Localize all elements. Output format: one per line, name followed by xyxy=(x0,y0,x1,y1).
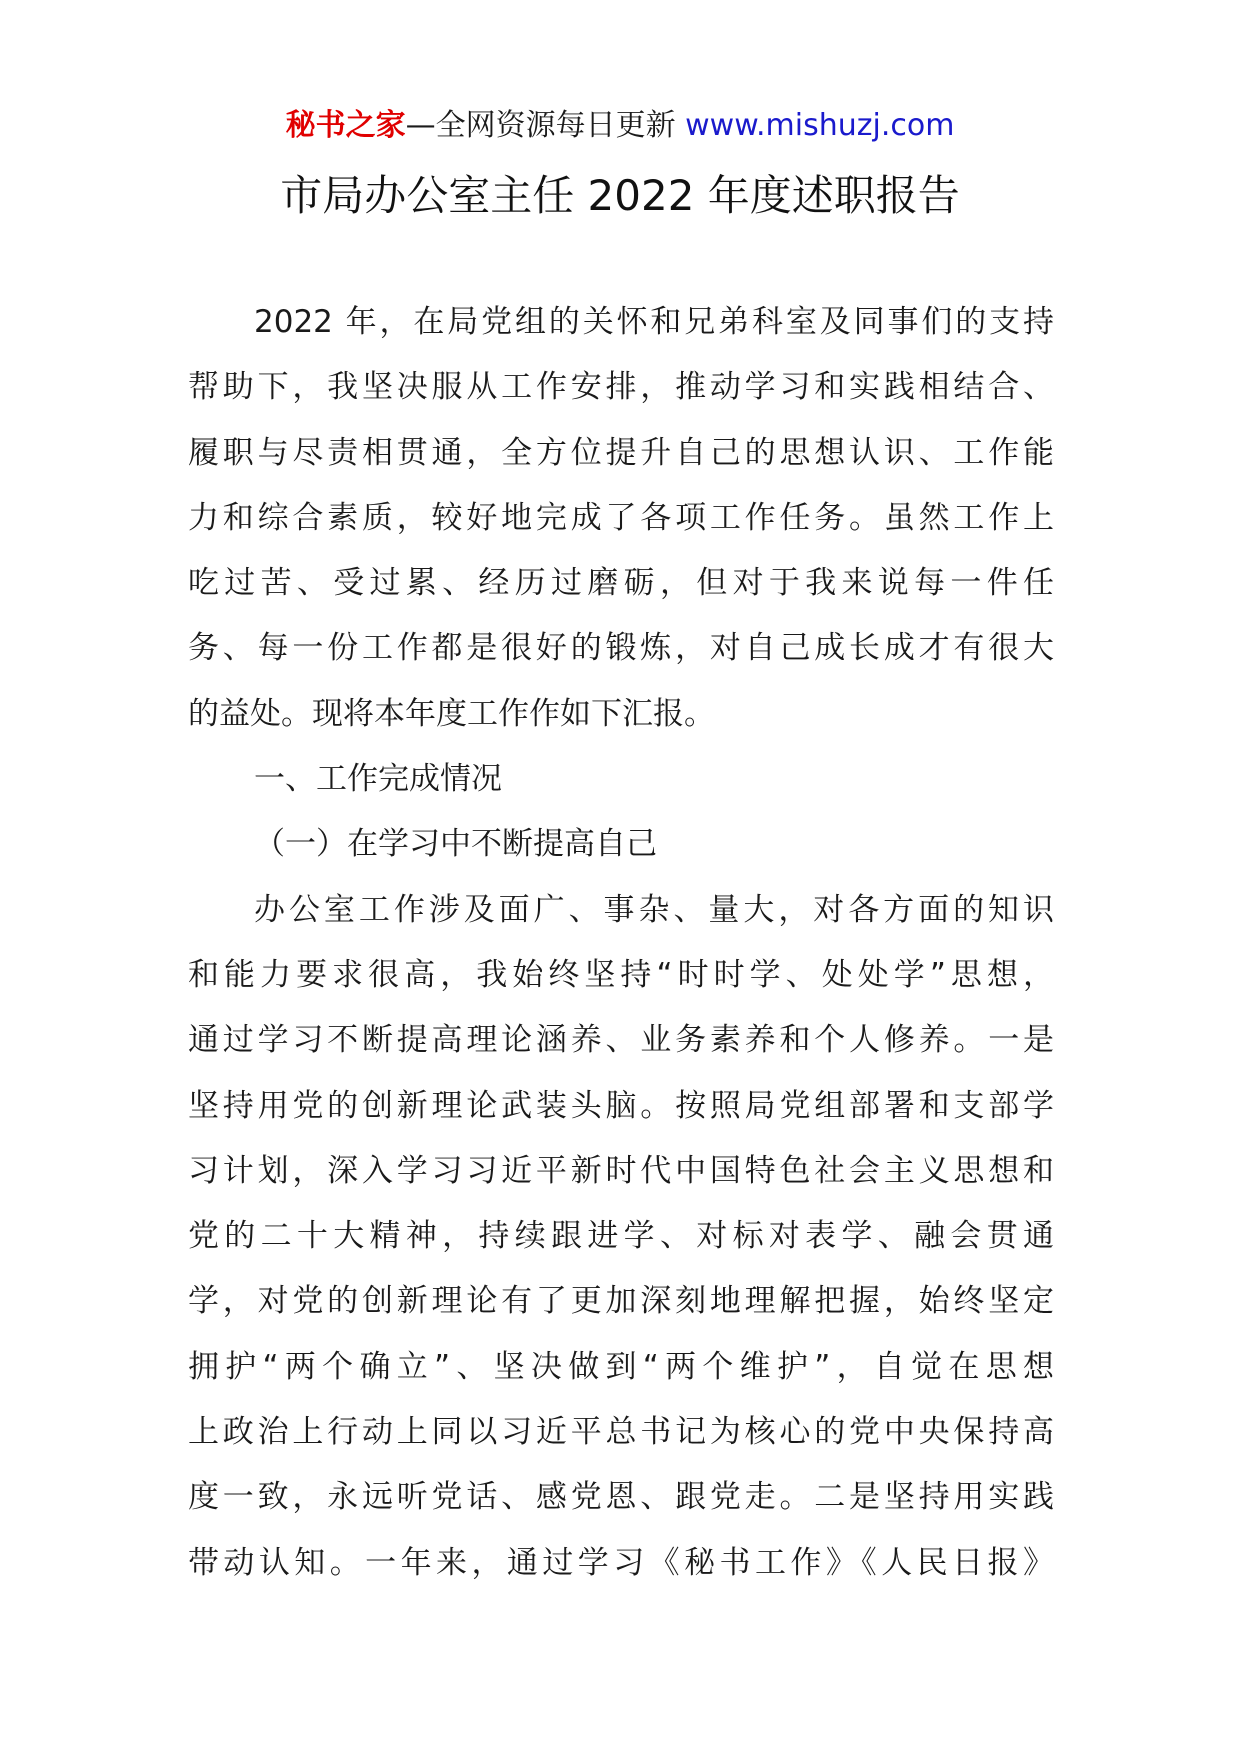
site-header xyxy=(0,104,1240,148)
site-url[interactable]: www.mishuzj.com xyxy=(685,108,955,143)
paragraph-line: 履职与尽责相贯通，全方位提升自己的思想认识、工作能 xyxy=(188,434,1054,471)
paragraph-line: 坚持用党的创新理论武装头脑。按照局党组部署和支部学 xyxy=(188,1087,1054,1124)
document-body xyxy=(188,290,1054,1596)
paragraph-line: 力和综合素质，较好地完成了各项工作任务。虽然工作上 xyxy=(188,499,1054,536)
subsection-heading: （一）在学习中不断提高自己 xyxy=(254,826,657,863)
paragraph-line: 上政治上行动上同以习近平总书记为核心的党中央保持高 xyxy=(188,1414,1054,1451)
header-tagline: —全网资源每日更新 xyxy=(405,108,686,143)
paragraph-line: 通过学习不断提高理论涵养、业务素养和个人修养。一是 xyxy=(188,1022,1054,1059)
paragraph-line: 习计划，深入学习习近平新时代中国特色社会主义思想和 xyxy=(188,1152,1054,1189)
paragraph-line: 和能力要求很高，我始终坚持“时时学、处处学”思想， xyxy=(188,956,1054,993)
paragraph-line: 的益处。现将本年度工作作如下汇报。 xyxy=(188,695,715,732)
brand-name: 秘书之家 xyxy=(285,108,406,143)
paragraph-line: 党的二十大精神，持续跟进学、对标对表学、融会贯通 xyxy=(188,1218,1054,1255)
paragraph-line: 2022 年，在局党组的关怀和兄弟科室及同事们的支持 xyxy=(254,304,1054,340)
paragraph-line: 吃过苦、受过累、经历过磨砺，但对于我来说每一件任 xyxy=(188,565,1054,602)
paragraph-line: 拥护“两个确立”、坚决做到“两个维护”，自觉在思想 xyxy=(188,1348,1054,1385)
paragraph-line: 带动认知。一年来，通过学习《秘书工作》《人民日报》 xyxy=(188,1544,1054,1581)
paragraph-line: 帮助下，我坚决服从工作安排，推动学习和实践相结合、 xyxy=(188,369,1054,406)
document-title: 市局办公室主任 2022 年度述职报告 xyxy=(280,171,960,220)
paragraph-line: 学，对党的创新理论有了更加深刻地理解把握，始终坚定 xyxy=(188,1283,1054,1320)
paragraph-line: 办公室工作涉及面广、事杂、量大，对各方面的知识 xyxy=(254,891,1054,928)
paragraph-line: 度一致，永远听党话、感党恩、跟党走。二是坚持用实践 xyxy=(188,1479,1054,1516)
paragraph-line: 务、每一份工作都是很好的锻炼，对自己成长成才有很大 xyxy=(188,630,1054,667)
section-heading: 一、工作完成情况 xyxy=(254,761,502,798)
